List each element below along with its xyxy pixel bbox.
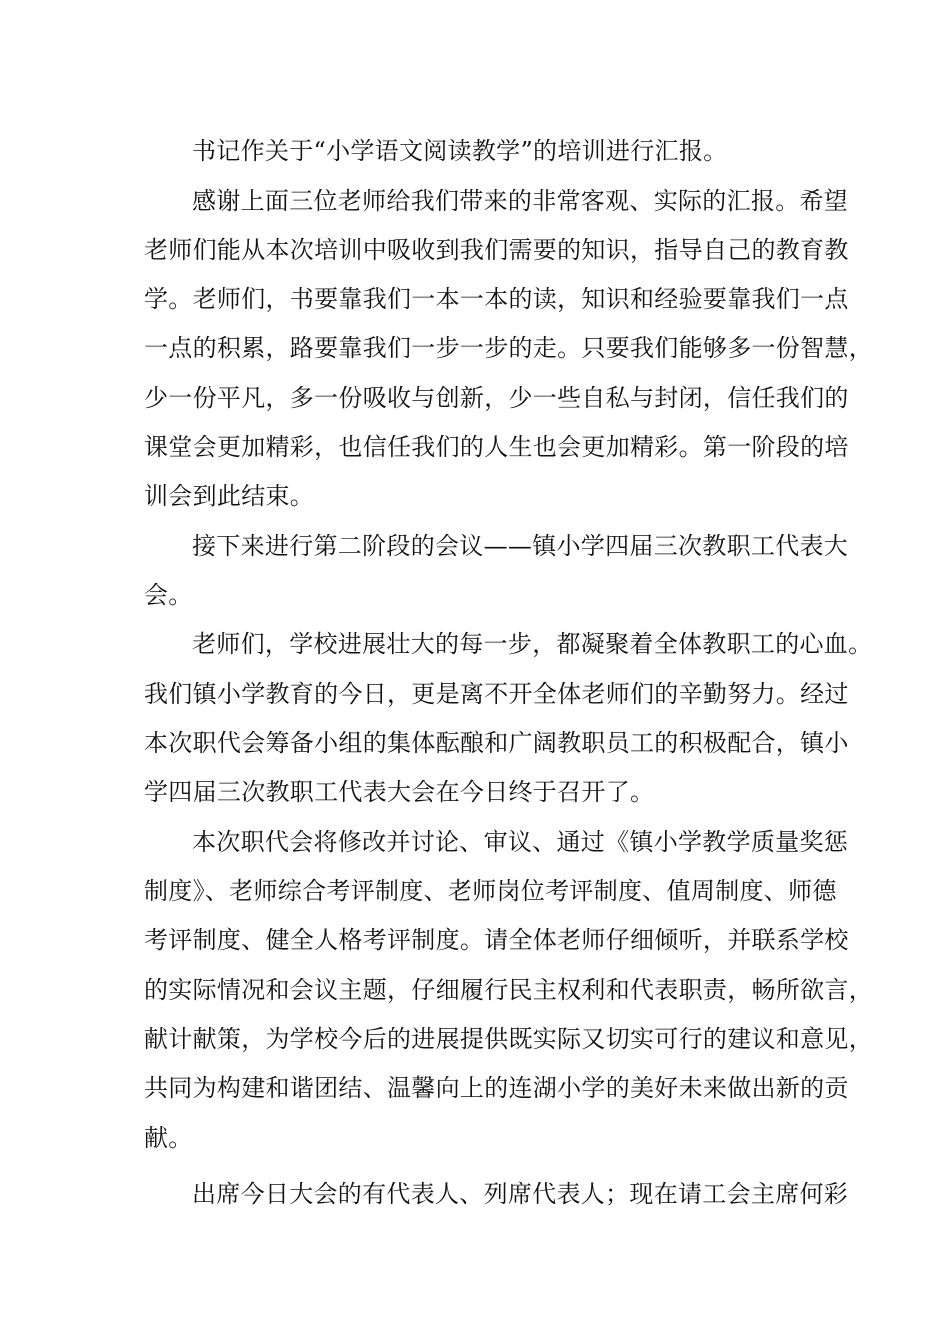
text-line: 接下来进行第二阶段的会议——镇小学四届三次教职工代表大: [192, 532, 849, 560]
text-line: 共同为构建和谐团结、温馨向上的连湖小学的美好未来做出新的贡: [144, 1074, 849, 1102]
text-line: 考评制度、健全人格考评制度。请全体老师仔细倾听，并联系学校: [144, 926, 849, 954]
text-line: 本次职代会将修改并讨论、审议、通过《镇小学教学质量奖惩: [192, 828, 849, 856]
text-line: 的实际情况和会议主题，仔细履行民主权利和代表职责，畅所欲言，: [144, 976, 873, 1004]
text-line: 训会到此结束。: [144, 482, 315, 510]
text-line: 献。: [144, 1124, 193, 1152]
text-line: 我们镇小学教育的今日，更是离不开全体老师们的辛勤努力。经过: [144, 680, 849, 708]
text-line: 会。: [144, 581, 193, 609]
text-line: 本次职代会筹备小组的集体酝酿和广阔教职员工的积极配合，镇小: [144, 729, 849, 757]
text-line: 献计献策，为学校今后的进展提供既实际又切实可行的建议和意见，: [144, 1025, 873, 1053]
text-line: 老师们，学校进展壮大的每一步，都凝聚着全体教职工的心血。: [192, 630, 873, 658]
text-line: 学。老师们，书要靠我们一本一本的读，知识和经验要靠我们一点: [144, 285, 849, 313]
text-line: 书记作关于“小学语文阅读教学”的培训进行汇报。: [192, 137, 728, 165]
text-line: 感谢上面三位老师给我们带来的非常客观、实际的汇报。希望: [192, 187, 849, 215]
text-line: 一点的积累，路要靠我们一步一步的走。只要我们能够多一份智慧，: [144, 334, 873, 362]
text-line: 制度》、老师综合考评制度、老师岗位考评制度、值周制度、师德: [144, 877, 837, 905]
text-line: 老师们能从本次培训中吸收到我们需要的知识，指导自己的教育教: [144, 236, 849, 264]
text-line: 学四届三次教职工代表大会在今日终于召开了。: [144, 778, 655, 806]
text-line: 出席今日大会的有代表人、列席代表人；现在请工会主席何彩: [192, 1180, 849, 1208]
text-line: 少一份平凡，多一份吸收与创新，少一些自私与封闭，信任我们的: [144, 384, 849, 412]
text-line: 课堂会更加精彩，也信任我们的人生也会更加精彩。第一阶段的培: [144, 433, 849, 461]
